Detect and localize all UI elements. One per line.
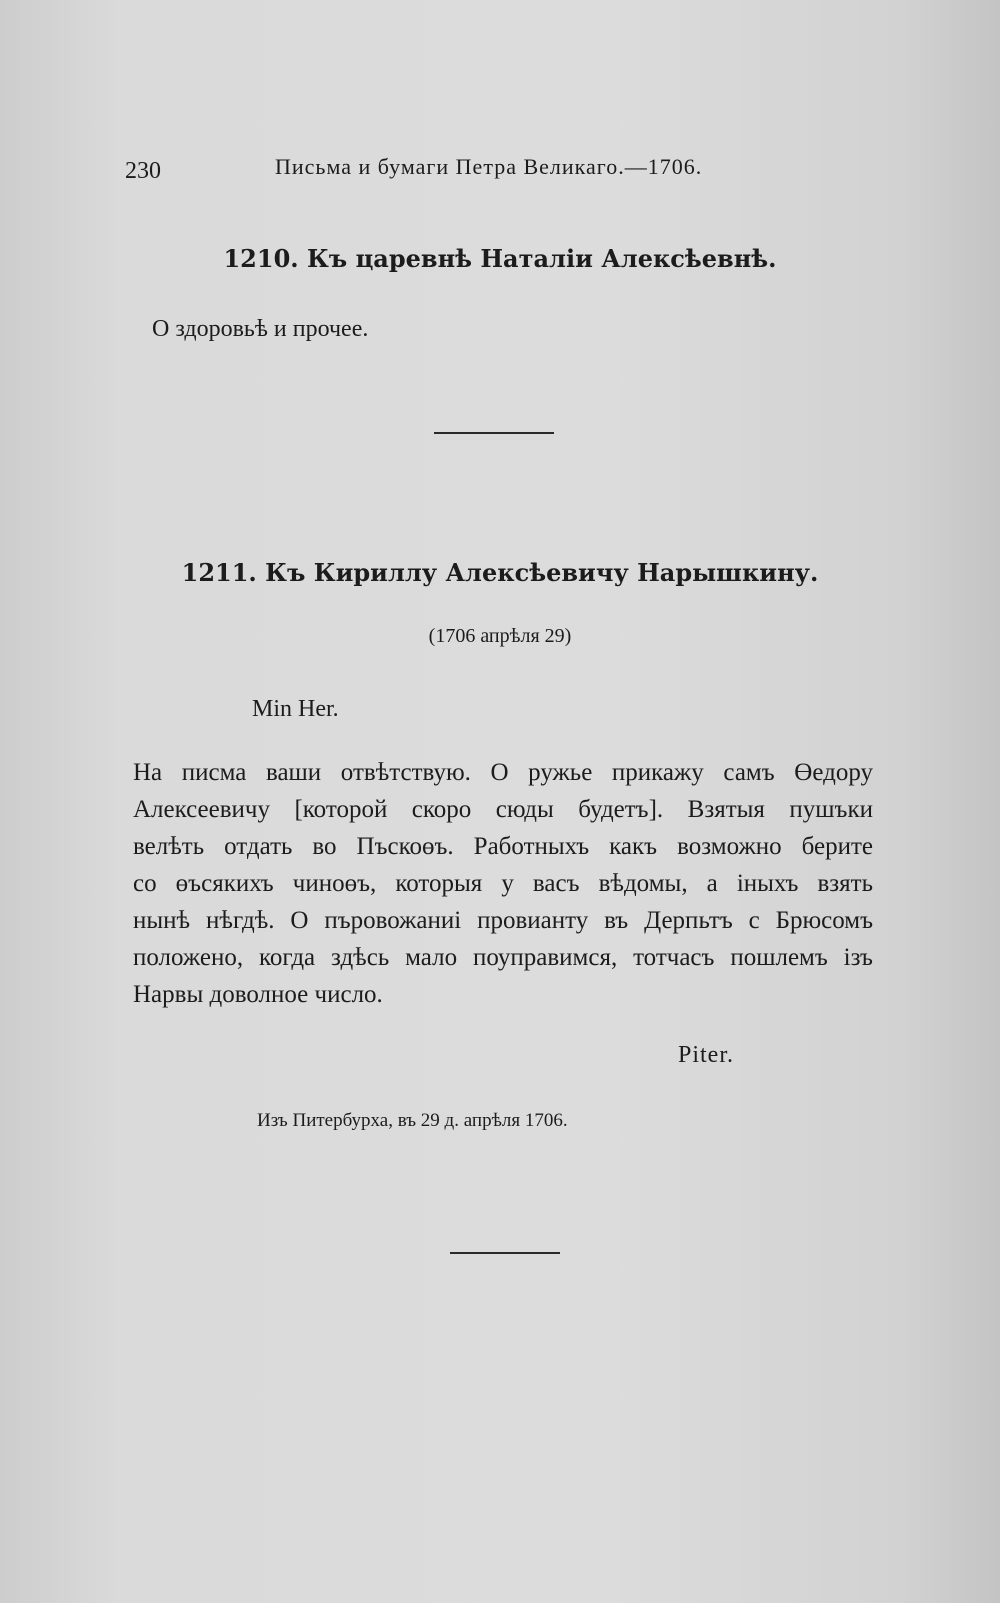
document-heading-1210: 1210. Къ царевнѣ Наталіи Алексѣевнѣ. [223,244,777,273]
section-divider [434,432,554,434]
letter-salutation: Min Her. [252,696,339,722]
letter-line: Нарвы доволное число. [133,981,383,1008]
letter-place-date: Изъ Питербурха, въ 29 д. апрѣля 1706. [257,1110,568,1131]
document-date: (1706 апрѣля 29) [428,625,572,647]
letter-signature: Piter. [678,1042,735,1068]
running-header [125,150,860,190]
letter-line: велѣть отдать во Пъскоөъ. Работныхъ какъ возможно берите [133,833,873,860]
end-divider [450,1252,560,1254]
letter-line: со өъсякихъ чиноөъ, которыя у васъ вѣдомы, а іныхъ взять [133,870,873,897]
letter-body [133,754,873,1013]
letter-line: Алексеевичу [которой скоро сюды будетъ]. Взятыя пушъки [133,796,873,823]
letter-line: нынѣ нѣгдѣ. О пъровожаниі провианту въ Дерпьтъ с Брюсомъ [133,907,873,934]
document-heading-1211: 1211. Къ Кириллу Алексѣевичу Нарышкину. [181,558,819,587]
letter-line: положено, когда здѣсь мало поуправимся, тотчасъ пошлемъ ізъ [133,944,873,971]
running-title: Письма и бумаги Петра Великаго.—1706. [275,154,703,179]
letter-line: На писма ваши отвѣтствую. О ружье прикажу самъ Өедору [133,759,873,786]
document-note-1210: О здоровьѣ и прочее. [152,316,369,342]
page-number: 230 [125,158,161,184]
